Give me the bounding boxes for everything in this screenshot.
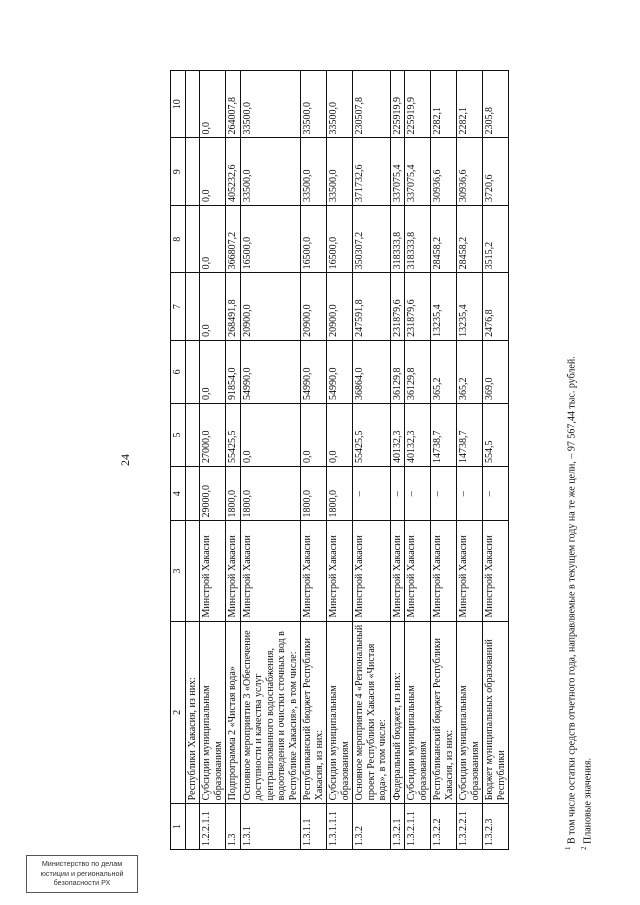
value-cell: 55425,5 [353, 403, 391, 466]
row-code-cell: 1.3.2.1 [390, 804, 405, 850]
value-cell: 16500,0 [301, 205, 327, 272]
value-cell: 231879,6 [405, 273, 431, 340]
table-row [405, 71, 431, 850]
value-cell: 371732,6 [353, 138, 391, 205]
value-cell: 554,5 [483, 403, 509, 466]
table-row [390, 71, 405, 850]
executor-cell: Минстрой Хакасии [457, 521, 483, 621]
value-cell: 3720,6 [483, 138, 509, 205]
executor-cell: Минстрой Хакасии [390, 521, 405, 621]
value-cell: 231879,6 [390, 273, 405, 340]
stamp-line: безопасности РХ [53, 878, 111, 887]
table-row [483, 71, 509, 850]
value-cell: 2305,8 [483, 71, 509, 139]
value-cell [185, 138, 200, 205]
footnote-mark: 2 [580, 846, 589, 850]
header-cell: 8 [171, 205, 186, 272]
value-cell: 0,0 [200, 138, 226, 205]
value-cell: – [390, 467, 405, 521]
budget-table [170, 70, 509, 850]
value-cell: 318333,8 [390, 205, 405, 272]
value-cell [185, 71, 200, 139]
header-cell: 1 [171, 804, 186, 850]
table-row [200, 71, 226, 850]
value-cell: 225919,9 [390, 71, 405, 139]
value-cell: 1800,0 [226, 467, 241, 521]
rotated-page [110, 70, 594, 850]
table-row [457, 71, 483, 850]
table-body [185, 71, 509, 850]
header-cell: 2 [171, 621, 186, 804]
value-cell: 20900,0 [327, 273, 353, 340]
value-cell: 225919,9 [405, 71, 431, 139]
row-code-cell: 1.3.2.2.1 [457, 804, 483, 850]
value-cell: 405232,6 [226, 138, 241, 205]
value-cell: 33500,0 [327, 71, 353, 139]
executor-cell: Минстрой Хакасии [226, 521, 241, 621]
row-code-cell: 1.3.1.1.1 [327, 804, 353, 850]
header-cell: 6 [171, 340, 186, 403]
value-cell: 27000,0 [200, 403, 226, 466]
value-cell [185, 403, 200, 466]
row-title-cell: Республики Хакасия, из них: [185, 621, 200, 804]
value-cell: 366807,2 [226, 205, 241, 272]
value-cell: 91854,0 [226, 340, 241, 403]
value-cell: 337075,4 [405, 138, 431, 205]
row-code-cell [185, 804, 200, 850]
value-cell: 40132,3 [405, 403, 431, 466]
row-title-cell: Основное мероприятие 4 «Региональный проект Республики Хакасия «Чистая вода», в том числе: [353, 621, 391, 804]
table-row [185, 71, 200, 850]
value-cell: 54990,0 [301, 340, 327, 403]
footnote [562, 70, 578, 850]
footnotes [562, 70, 595, 850]
header-cell: 10 [171, 71, 186, 139]
row-title-cell: Бюджет муниципальных образований Республики [483, 621, 509, 804]
row-code-cell: 1.3.2.2 [431, 804, 457, 850]
value-cell: – [353, 467, 391, 521]
executor-cell: Минстрой Хакасии [327, 521, 353, 621]
row-code-cell: 1.3.1 [240, 804, 301, 850]
value-cell: – [457, 467, 483, 521]
value-cell [185, 273, 200, 340]
value-cell: – [483, 467, 509, 521]
row-title-cell: Подпрограмма 2 «Чистая вода» [226, 621, 241, 804]
value-cell: 2282,1 [457, 71, 483, 139]
value-cell [185, 340, 200, 403]
value-cell: 0,0 [200, 340, 226, 403]
value-cell: 268491,8 [226, 273, 241, 340]
value-cell: 0,0 [200, 273, 226, 340]
value-cell: 29000,0 [200, 467, 226, 521]
header-cell: 7 [171, 273, 186, 340]
footnote-text: В том числе остатки средств отчетного года, направляемые в текущем году на те же цели, – 97 567,44 тыс. рублей. [566, 356, 578, 844]
value-cell: 365,2 [431, 340, 457, 403]
table-row [353, 71, 391, 850]
value-cell: 13235,4 [431, 273, 457, 340]
value-cell [185, 205, 200, 272]
value-cell: – [431, 467, 457, 521]
executor-cell: Минстрой Хакасии [431, 521, 457, 621]
header-cell: 9 [171, 138, 186, 205]
value-cell [185, 467, 200, 521]
value-cell: 1800,0 [240, 467, 301, 521]
executor-cell: Минстрой Хакасии [405, 521, 431, 621]
value-cell: 16500,0 [240, 205, 301, 272]
value-cell: 30936,6 [457, 138, 483, 205]
table-row [431, 71, 457, 850]
row-title-cell: Республиканский бюджет Республики Хакасия, из них: [431, 621, 457, 804]
header-cell: 5 [171, 403, 186, 466]
executor-cell [185, 521, 200, 621]
value-cell: 55425,5 [226, 403, 241, 466]
value-cell: 33500,0 [301, 138, 327, 205]
value-cell: 3515,2 [483, 205, 509, 272]
table-row [240, 71, 301, 850]
table-row [301, 71, 327, 850]
value-cell: 54990,0 [240, 340, 301, 403]
row-title-cell: Основное мероприятие 3 «Обеспечение доступности и качества услуг централизованного водоснабжения, водоотведения и очистки сточных вод в Республике Хакасия», в том числе: [240, 621, 301, 804]
value-cell: 36129,8 [405, 340, 431, 403]
row-code-cell: 1.2.2.1.1 [200, 804, 226, 850]
value-cell: 40132,3 [390, 403, 405, 466]
registration-stamp [26, 855, 138, 893]
footnote-text: Плановые значения. [582, 758, 594, 844]
value-cell: 14738,7 [431, 403, 457, 466]
value-cell: 0,0 [200, 205, 226, 272]
header-cell: 3 [171, 521, 186, 621]
executor-cell: Минстрой Хакасии [200, 521, 226, 621]
value-cell: 247591,8 [353, 273, 391, 340]
executor-cell: Минстрой Хакасии [240, 521, 301, 621]
value-cell: 16500,0 [327, 205, 353, 272]
page-number: 24 [118, 454, 132, 466]
value-cell: 0,0 [240, 403, 301, 466]
table-row [327, 71, 353, 850]
value-cell: 28458,2 [431, 205, 457, 272]
row-code-cell: 1.3.1.1 [301, 804, 327, 850]
value-cell: 36864,0 [353, 340, 391, 403]
value-cell: 350307,2 [353, 205, 391, 272]
stamp-line: юстиции и региональной [40, 868, 124, 878]
value-cell: 33500,0 [327, 138, 353, 205]
value-cell: 0,0 [200, 71, 226, 139]
value-cell: 2282,1 [431, 71, 457, 139]
value-cell: – [405, 467, 431, 521]
executor-cell: Минстрой Хакасии [483, 521, 509, 621]
value-cell: 318333,8 [405, 205, 431, 272]
value-cell: 33500,0 [240, 71, 301, 139]
footnote [578, 70, 594, 850]
executor-cell: Минстрой Хакасии [353, 521, 391, 621]
value-cell: 20900,0 [240, 273, 301, 340]
row-code-cell: 1.3 [226, 804, 241, 850]
row-title-cell: Субсидии муниципальным образованиям [200, 621, 226, 804]
value-cell: 365,2 [457, 340, 483, 403]
row-title-cell: Субсидии муниципальным образованиям [327, 621, 353, 804]
footnote-mark: 1 [564, 846, 572, 850]
row-code-cell: 1.3.2.3 [483, 804, 509, 850]
row-title-cell: Федеральный бюджет, из них: [390, 621, 405, 804]
row-code-cell: 1.3.2 [353, 804, 391, 850]
value-cell: 33500,0 [301, 71, 327, 139]
value-cell: 369,0 [483, 340, 509, 403]
value-cell: 28458,2 [457, 205, 483, 272]
table-row [226, 71, 241, 850]
value-cell: 14738,7 [457, 403, 483, 466]
value-cell: 230507,8 [353, 71, 391, 139]
row-title-cell: Субсидии муниципальным образованиям [405, 621, 431, 804]
value-cell: 0,0 [301, 403, 327, 466]
row-title-cell: Республиканский бюджет Республики Хакасия, из них: [301, 621, 327, 804]
header-row [171, 71, 186, 850]
stamp-line: Министерство по делам [41, 859, 123, 868]
value-cell: 20900,0 [301, 273, 327, 340]
value-cell: 1800,0 [327, 467, 353, 521]
value-cell: 2476,8 [483, 273, 509, 340]
value-cell: 0,0 [327, 403, 353, 466]
value-cell: 36129,8 [390, 340, 405, 403]
value-cell: 13235,4 [457, 273, 483, 340]
executor-cell: Минстрой Хакасии [301, 521, 327, 621]
value-cell: 30936,6 [431, 138, 457, 205]
row-title-cell: Субсидии муниципальным образованиям [457, 621, 483, 804]
header-cell: 4 [171, 467, 186, 521]
value-cell: 1800,0 [301, 467, 327, 521]
value-cell: 264007,8 [226, 71, 241, 139]
row-code-cell: 1.3.2.1.1 [405, 804, 431, 850]
value-cell: 54990,0 [327, 340, 353, 403]
value-cell: 33500,0 [240, 138, 301, 205]
value-cell: 337075,4 [390, 138, 405, 205]
